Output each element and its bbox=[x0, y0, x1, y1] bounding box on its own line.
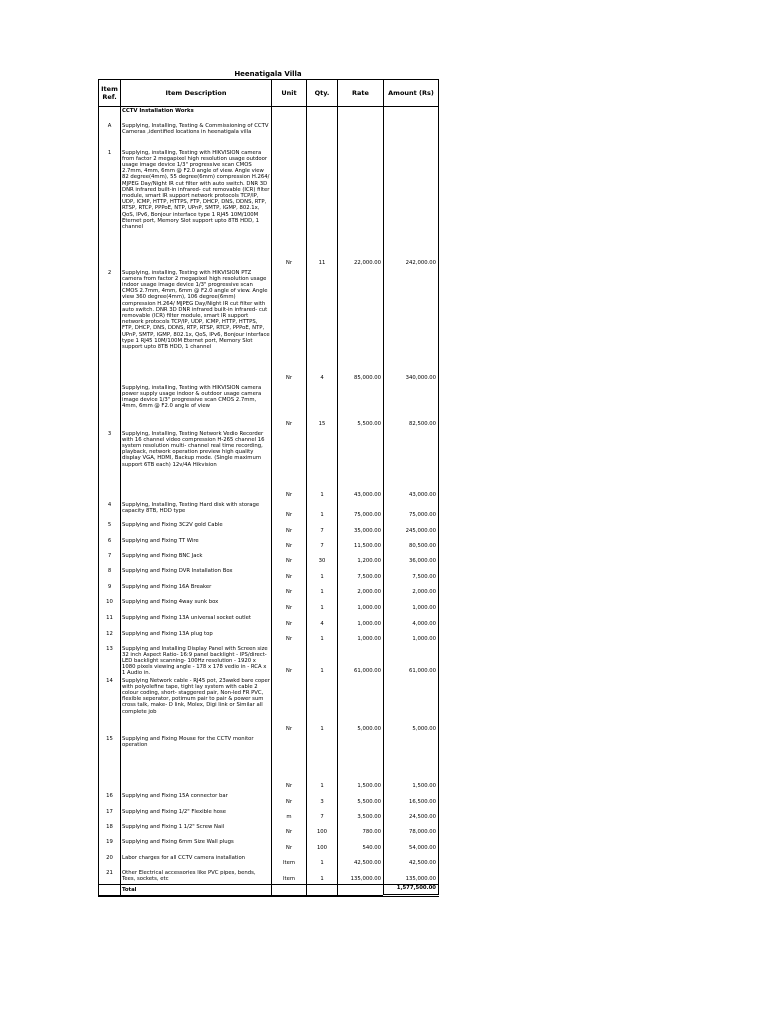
item-description-cell bbox=[121, 501, 272, 521]
total-unit-cell bbox=[272, 885, 307, 896]
item-description-cell bbox=[121, 552, 272, 567]
item-description-text: Supplying, Installing, Testing & Commissioning of CCTV Cameras ,identified locations in heenatigala villa bbox=[122, 122, 269, 135]
unit-cell: Nr bbox=[272, 552, 307, 567]
item-description-text: Supplying and Fixing 15A connector bar bbox=[122, 792, 228, 799]
item-description-cell bbox=[121, 869, 272, 885]
item-description-text: Supplying and Fixing BNC Jack bbox=[122, 552, 203, 559]
item-ref-cell: 14 bbox=[99, 677, 121, 735]
item-description-cell bbox=[121, 107, 272, 122]
item-description-cell bbox=[121, 149, 272, 269]
item-description-cell bbox=[121, 537, 272, 552]
amount-cell: 245,000.00 bbox=[384, 521, 439, 537]
qty-cell: 1 bbox=[307, 630, 338, 645]
item-description-cell bbox=[121, 854, 272, 869]
item-ref-cell: 2 bbox=[99, 269, 121, 384]
qty-cell: 100 bbox=[307, 823, 338, 838]
item-ref-cell: 8 bbox=[99, 567, 121, 583]
qty-cell: 1 bbox=[307, 501, 338, 521]
qty-cell: 7 bbox=[307, 808, 338, 823]
item-description-text: Supplying, Installing, Testing Network Vedio Recorder with 16 channel video compression H-265 channel 16 system resolution multi- channel real time recording, playback, network operation preview high quality display VGA, HDMI, Backup mode. (Single maximum support 6TB each) 12v/4A Hikvision bbox=[122, 430, 265, 468]
item-ref-cell: 19 bbox=[99, 838, 121, 854]
table-row bbox=[99, 854, 439, 869]
item-description-text: Supplying, installing, Testing with HIKVISION PTZ camera from factor 2 megapixel high resolution usage indoor usage image device 1/3" progressive scan CMOS 2.7mm, 4mm, 6mm @ F2.0 angle of view. Angle view 360 degree(4mm), 106 degree(6mm) compression H.264/ MJPEG Day/Night IR cut filter with auto switch. DNR 3D DNR infrared built-in infrared- cut removable (ICR) filter module, smart IR support network protocols TCP/IP, UDP, ICMP, HTTP, HTTPS, FTP, DHCP, DNS, DDNS, RTP, RTSP, RTCP, PPPoE, NTP, UPnP, SMTP, IGMP, 802.1x, QoS, IPv6, Bonjour interface type 1 RJ45 10M/100M Eternet port, Memory Slot support upto 8TB HDD, 1 channel bbox=[122, 269, 270, 350]
amount-cell: 242,000.00 bbox=[384, 149, 439, 269]
rate-cell: 3,500.00 bbox=[338, 808, 384, 823]
item-description-text: Supplying and Fixing Mouse for the CCTV monitor operation bbox=[122, 735, 254, 748]
total-row bbox=[99, 885, 439, 896]
table-row bbox=[99, 583, 439, 598]
table-row bbox=[99, 808, 439, 823]
item-ref-cell: 11 bbox=[99, 614, 121, 630]
amount-cell: 1,500.00 bbox=[384, 735, 439, 792]
amount-cell: 24,500.00 bbox=[384, 808, 439, 823]
item-description-cell bbox=[121, 823, 272, 838]
rate-cell: 780.00 bbox=[338, 823, 384, 838]
rate-cell: 75,000.00 bbox=[338, 501, 384, 521]
item-ref-cell: 16 bbox=[99, 792, 121, 808]
qty-cell: 11 bbox=[307, 149, 338, 269]
item-description-cell bbox=[121, 567, 272, 583]
unit-cell: Nr bbox=[272, 645, 307, 677]
item-description-cell bbox=[121, 269, 272, 384]
table-row bbox=[99, 552, 439, 567]
qty-cell: 1 bbox=[307, 854, 338, 869]
qty-cell: 1 bbox=[307, 869, 338, 885]
item-description-text: Labor charges for all CCTV camera installation bbox=[122, 854, 246, 861]
rate-cell: 22,000.00 bbox=[338, 149, 384, 269]
unit-cell: Nr bbox=[272, 537, 307, 552]
rate-cell: 11,500.00 bbox=[338, 537, 384, 552]
header-amount: Amount (Rs) bbox=[384, 80, 439, 107]
unit-cell: Nr bbox=[272, 149, 307, 269]
rate-cell: 1,000.00 bbox=[338, 598, 384, 614]
table-row bbox=[99, 598, 439, 614]
table-row bbox=[99, 630, 439, 645]
amount-cell: 80,500.00 bbox=[384, 537, 439, 552]
item-description-cell bbox=[121, 430, 272, 501]
item-description-text: Supplying Network cable - RJ45 pot, 23awkd bare coper with polyolefine tape, tight lay system with cable 2 colour coding, short- staggered pair, Non-led FR PVC, flexible seperator, potimum pair to pair & power sum cross talk, make- D link, Molex, Digi link or Similar all complete job bbox=[122, 677, 270, 715]
item-description-cell bbox=[121, 384, 272, 430]
item-ref-cell: A bbox=[99, 122, 121, 149]
table-row bbox=[99, 838, 439, 854]
item-description-cell bbox=[121, 838, 272, 854]
total-label: Total bbox=[121, 885, 272, 896]
item-description-text: Supplying and Fixing 1/2" Flexible hose bbox=[122, 808, 227, 815]
total-qty-cell bbox=[307, 885, 338, 896]
item-description-text: Supplying and Fixing 1 1/2" Screw Nail bbox=[122, 823, 225, 830]
item-description-cell bbox=[121, 614, 272, 630]
item-description-text: Supplying and Fixing 13A universal socket outlet bbox=[122, 614, 251, 621]
item-ref-cell: 18 bbox=[99, 823, 121, 838]
unit-cell: Nr bbox=[272, 823, 307, 838]
qty-cell: 4 bbox=[307, 614, 338, 630]
table-row bbox=[99, 537, 439, 552]
item-description-text: Other Electrical accessories like PVC pipes, bends, Tees, sockets, etc bbox=[122, 869, 256, 882]
rate-cell: 61,000.00 bbox=[338, 645, 384, 677]
unit-cell: Nr bbox=[272, 521, 307, 537]
unit-cell: Nr bbox=[272, 792, 307, 808]
rate-cell: 1,000.00 bbox=[338, 614, 384, 630]
total-rate-cell bbox=[338, 885, 384, 896]
item-ref-cell: 17 bbox=[99, 808, 121, 823]
item-description-cell bbox=[121, 677, 272, 735]
table-row bbox=[99, 107, 439, 122]
item-description-text: Supplying and Installing Display Panel with Screen size 32 inch Aspect Ratio- 16:9 panel backlight - IPS/direct-LED backlight scanning- 100Hz resolution - 1920 x 1080 pixels viewing angle - 178 x 178 vedio in - RCA x 1 Audio in. bbox=[122, 645, 268, 677]
item-description-text: Supplying and Fixing 6mm Size Wall plugs bbox=[122, 838, 234, 845]
item-ref-cell: 21 bbox=[99, 869, 121, 885]
unit-cell: Item bbox=[272, 854, 307, 869]
item-ref-cell: 20 bbox=[99, 854, 121, 869]
amount-cell: 5,000.00 bbox=[384, 677, 439, 735]
amount-cell: 42,500.00 bbox=[384, 854, 439, 869]
qty-cell: 7 bbox=[307, 521, 338, 537]
table-row bbox=[99, 823, 439, 838]
table-row bbox=[99, 645, 439, 677]
qty-cell: 7 bbox=[307, 537, 338, 552]
item-ref-cell: 12 bbox=[99, 630, 121, 645]
amount-cell: 61,000.00 bbox=[384, 645, 439, 677]
qty-cell: 4 bbox=[307, 269, 338, 384]
total-ref-cell bbox=[99, 885, 121, 896]
item-description-cell bbox=[121, 598, 272, 614]
header-qty: Qty. bbox=[307, 80, 338, 107]
table-row bbox=[99, 869, 439, 885]
rate-cell bbox=[338, 122, 384, 149]
unit-cell: Nr bbox=[272, 598, 307, 614]
boq-table bbox=[98, 79, 439, 897]
qty-cell: 1 bbox=[307, 430, 338, 501]
rate-cell: 2,000.00 bbox=[338, 583, 384, 598]
item-description-text: Supplying and Fixing TT Wire bbox=[122, 537, 199, 544]
rate-cell: 43,000.00 bbox=[338, 430, 384, 501]
rate-cell: 135,000.00 bbox=[338, 869, 384, 885]
item-ref-cell: 1 bbox=[99, 149, 121, 269]
rate-cell: 5,000.00 bbox=[338, 677, 384, 735]
qty-cell bbox=[307, 107, 338, 122]
amount-cell: 7,500.00 bbox=[384, 567, 439, 583]
qty-cell bbox=[307, 122, 338, 149]
item-description-cell bbox=[121, 808, 272, 823]
item-description-text: CCTV Installation Works bbox=[122, 108, 194, 114]
qty-cell: 1 bbox=[307, 735, 338, 792]
rate-cell: 1,200.00 bbox=[338, 552, 384, 567]
item-ref-cell: 4 bbox=[99, 501, 121, 521]
item-description-text: Supplying and Fixing 4way sunk box bbox=[122, 598, 219, 605]
table-row bbox=[99, 384, 439, 430]
rate-cell: 540.00 bbox=[338, 838, 384, 854]
header-item-ref: Item Ref. bbox=[99, 80, 121, 107]
header-item-description: Item Description bbox=[121, 80, 272, 107]
rate-cell: 35,000.00 bbox=[338, 521, 384, 537]
item-ref-cell bbox=[99, 384, 121, 430]
header-rate: Rate bbox=[338, 80, 384, 107]
unit-cell: Nr bbox=[272, 838, 307, 854]
item-description-cell bbox=[121, 122, 272, 149]
unit-cell: Nr bbox=[272, 567, 307, 583]
unit-cell: Nr bbox=[272, 677, 307, 735]
amount-cell bbox=[384, 107, 439, 122]
item-ref-cell bbox=[99, 107, 121, 122]
amount-cell: 1,000.00 bbox=[384, 598, 439, 614]
item-ref-cell: 10 bbox=[99, 598, 121, 614]
item-description-cell bbox=[121, 521, 272, 537]
item-description-text: Supplying, installing, Testing with HIKVISION camera power supply usage indoor & outdoor usage camera image device 1/3" progressive scan CMOS 2.7mm, 4mm, 6mm @ F2.0 angle of view bbox=[122, 384, 262, 410]
rate-cell: 1,500.00 bbox=[338, 735, 384, 792]
amount-cell: 340,000.00 bbox=[384, 269, 439, 384]
unit-cell: Nr bbox=[272, 384, 307, 430]
table-row bbox=[99, 567, 439, 583]
table-row bbox=[99, 122, 439, 149]
amount-cell: 36,000.00 bbox=[384, 552, 439, 567]
item-ref-cell: 15 bbox=[99, 735, 121, 792]
qty-cell: 1 bbox=[307, 598, 338, 614]
qty-cell: 1 bbox=[307, 567, 338, 583]
amount-cell: 75,000.00 bbox=[384, 501, 439, 521]
item-description-text: Supplying and Fixing 3C2V gold Cable bbox=[122, 521, 223, 528]
table-row bbox=[99, 792, 439, 808]
table-row bbox=[99, 614, 439, 630]
qty-cell: 100 bbox=[307, 838, 338, 854]
table-header-row bbox=[99, 80, 439, 107]
unit-cell: Nr bbox=[272, 735, 307, 792]
item-description-cell bbox=[121, 583, 272, 598]
item-description-text: Supplying and Fixing 16A Breaker bbox=[122, 583, 212, 590]
amount-cell: 82,500.00 bbox=[384, 384, 439, 430]
unit-cell: m bbox=[272, 808, 307, 823]
table-row bbox=[99, 149, 439, 269]
amount-cell bbox=[384, 122, 439, 149]
qty-cell: 1 bbox=[307, 645, 338, 677]
item-ref-cell: 7 bbox=[99, 552, 121, 567]
item-description-cell bbox=[121, 645, 272, 677]
unit-cell: Nr bbox=[272, 269, 307, 384]
amount-cell: 2,000.00 bbox=[384, 583, 439, 598]
amount-cell: 54,000.00 bbox=[384, 838, 439, 854]
item-description-text: Supplying, Installing, Testing Hard disk with storage capacity 8TB, HDD type bbox=[122, 501, 260, 514]
table-row bbox=[99, 735, 439, 792]
rate-cell: 5,500.00 bbox=[338, 792, 384, 808]
item-description-text: Supplying and Fixing DVR Installation Box bbox=[122, 567, 233, 574]
qty-cell: 1 bbox=[307, 677, 338, 735]
table-row bbox=[99, 269, 439, 384]
unit-cell: Nr bbox=[272, 614, 307, 630]
header-unit: Unit bbox=[272, 80, 307, 107]
amount-cell: 43,000.00 bbox=[384, 430, 439, 501]
rate-cell: 7,500.00 bbox=[338, 567, 384, 583]
item-ref-cell: 9 bbox=[99, 583, 121, 598]
item-description-cell bbox=[121, 735, 272, 792]
document-title: Heenatigala Villa bbox=[234, 70, 302, 78]
unit-cell bbox=[272, 122, 307, 149]
amount-cell: 1,000.00 bbox=[384, 630, 439, 645]
total-amount: 1,577,500.00 bbox=[384, 885, 439, 896]
qty-cell: 3 bbox=[307, 792, 338, 808]
qty-cell: 30 bbox=[307, 552, 338, 567]
item-ref-cell: 3 bbox=[99, 430, 121, 501]
rate-cell: 42,500.00 bbox=[338, 854, 384, 869]
table-row bbox=[99, 521, 439, 537]
table-row bbox=[99, 430, 439, 501]
item-description-text: Supplying, installing, Testing with HIKVISION camera from factor 2 megapixel high resolution usage outdoor usage image device 1/3" progressive scan CMOS 2.7mm, 4mm, 6mm @ F2.0 angle of view. Angle view 82 degree(4mm), 55 degree(6mm) compression H.264/ MJPEG Day/Night IR cut filter with auto switch. DNR 3D DNR infrared built-in infrared- cut removable (ICR) filter module, smart IR support network protocols TCP/IP, UDP, ICMP, HTTP, HTTPS, FTP, DHCP, DNS, DDNS, RTP, RTSP, RTCP, PPPoE, NTP, UPnP, SMTP, IGMP, 802.1x, QoS, IPv6, Bonjour interface type 1 RJ45 10M/100M Eternet port, Memory Slot support upto 8TB HDD, 1 channel bbox=[122, 149, 270, 230]
amount-cell: 16,500.00 bbox=[384, 792, 439, 808]
item-description-cell bbox=[121, 630, 272, 645]
table-row bbox=[99, 501, 439, 521]
item-description-cell bbox=[121, 792, 272, 808]
qty-cell: 15 bbox=[307, 384, 338, 430]
amount-cell: 135,000.00 bbox=[384, 869, 439, 885]
unit-cell bbox=[272, 107, 307, 122]
qty-cell: 1 bbox=[307, 583, 338, 598]
amount-cell: 4,000.00 bbox=[384, 614, 439, 630]
unit-cell: Nr bbox=[272, 501, 307, 521]
rate-cell: 1,000.00 bbox=[338, 630, 384, 645]
rate-cell: 5,500.00 bbox=[338, 384, 384, 430]
unit-cell: Nr bbox=[272, 430, 307, 501]
unit-cell: Nr bbox=[272, 630, 307, 645]
unit-cell: Nr bbox=[272, 583, 307, 598]
unit-cell: Item bbox=[272, 869, 307, 885]
item-description-text: Supplying and Fixing 13A plug top bbox=[122, 630, 213, 637]
item-ref-cell: 6 bbox=[99, 537, 121, 552]
rate-cell: 85,000.00 bbox=[338, 269, 384, 384]
item-ref-cell: 5 bbox=[99, 521, 121, 537]
amount-cell: 78,000.00 bbox=[384, 823, 439, 838]
table-row bbox=[99, 677, 439, 735]
item-ref-cell: 13 bbox=[99, 645, 121, 677]
rate-cell bbox=[338, 107, 384, 122]
